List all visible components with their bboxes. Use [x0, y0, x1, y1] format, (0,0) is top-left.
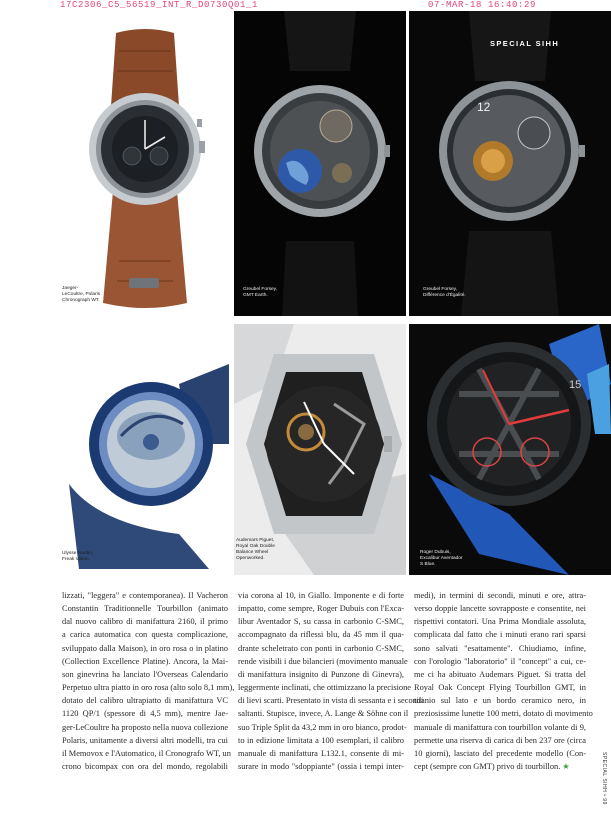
print-slug: [0, 0, 611, 11]
text-line: permette una riserva di carica di ben 237 ore (circa: [414, 735, 586, 745]
caption-photo-1: Jaeger- LeCoultre, Polaris Chronograph WT.: [62, 286, 101, 303]
text-line: sviluppato dalla Maison), in oro rosa o in platino: [62, 643, 228, 653]
text-line: impatto, come sempre, Roger Dubuis con l'Exca-: [238, 604, 404, 614]
caption-photo-4: Ulysse Nardin, Freak Vision.: [62, 551, 94, 562]
text-line: (Collection Excellence Platine). Ancora, la Mai-: [62, 656, 228, 666]
text-line: rende visibili i due bilancieri (movimento manuale: [238, 656, 408, 666]
end-mark-star-icon: ★: [562, 762, 570, 772]
text-line: saltanti. Stupisce, invece, A. Lange & Söhne con il: [238, 709, 409, 719]
text-line: Polaris, unitamente a diversi altri modelli, tra cui: [62, 735, 228, 745]
text-line: dotato del calibro ultrapiatto di manifattura VC: [62, 696, 228, 706]
text-line: di lievi scarti. Presentato in vista di sessanta e i secondi: [238, 696, 424, 706]
text-line: titanio sul lato e un bordo ceramico nero, in: [414, 696, 586, 706]
slug-timestamp: 07-MAR-18 16:40:29: [428, 0, 537, 10]
text-line: son ginevrina ha lanciato l'Overseas Calendario: [62, 669, 228, 679]
text-line: manuale di manifattura con tourbillon volante di 9,: [414, 722, 586, 732]
svg-text:15: 15: [569, 379, 582, 391]
side-folio-label: SPECIAL SIHH • 99: [601, 752, 607, 805]
text-line: di manifattura insignito di Punzone di Ginevra),: [238, 669, 404, 679]
special-sihh-badge: SPECIAL SIHH: [490, 39, 560, 48]
text-line: 10 giorni), lasciato del precedente modello (Con-: [414, 748, 586, 758]
article-column-1: [62, 589, 235, 773]
text-line: Perpetuo ultra piatto in oro rosa (alto solo 8,1 mm),: [62, 683, 235, 693]
text-line: medi), in termini di secondi, minuti e ore, attra-: [414, 591, 586, 600]
caption-photo-2: Greubel Forsey, GMT Earth.: [243, 287, 278, 298]
photo-greubel-forsey-gmt-earth: [234, 11, 406, 316]
text-line: il Memovox e l'Automatico, il Cronografo WT, un: [62, 748, 231, 758]
text-line: Royal Oak Concept Flying Tourbillon GMT, in: [414, 683, 586, 693]
watch-illustration: [409, 324, 611, 575]
text-line: con l'orologio "laboratorio" il "concept" a cui, ce-: [414, 656, 586, 666]
photo-ulysse-nardin-freak-vision: [59, 324, 231, 575]
caption-photo-5: Audemars Piguet, Royal Oak Double Balance Wheel Openworked.: [236, 538, 275, 561]
text-line: crono bicompax con ora del mondo, regolabili: [62, 762, 228, 772]
slug-file-id: 17C2306_C5_56519_INT_R_D0730Q01_1: [60, 0, 259, 10]
text-line: manuale di manifattura L132.1, consente di mi-: [238, 748, 404, 758]
text-line: suo Triple Split da 43,2 mm in oro bianco, prodot-: [238, 722, 407, 732]
text-line: me ci ha abituato Audemars Piguet. Si tratta del: [414, 669, 586, 679]
photo-greubel-forsey-difference-egalite: [409, 11, 611, 316]
text-line: 1120 QP/1 (spessore di 4,5 mm), mentre Jae-: [62, 709, 228, 719]
side-folio: [598, 752, 608, 807]
watch-illustration: [234, 11, 406, 316]
text-line: accompagnato da riflessi blu, da 45 mm il qua-: [238, 630, 404, 640]
text-line: to in edizione limitata a 100 esemplari, il calibro: [238, 735, 404, 745]
article-column-2: [238, 589, 424, 773]
watch-illustration: [59, 324, 231, 575]
text-line: ger-LeCoultre ha proposto nella nuova collezione: [62, 722, 229, 732]
text-line: libur Aventador S, su cassa in carbonio C-SMC,: [238, 617, 404, 627]
text-line: drante scheletrato con ponti in carbonio C-SMC,: [238, 643, 404, 653]
photo-jaeger-lecoultre-polaris: [59, 11, 231, 316]
text-line: verso doppie lancette sovrapposte e consentite, nei: [414, 604, 586, 614]
watch-illustration: [59, 11, 231, 316]
text-line: rispettivi contatori. Una Prima Mondiale assoluta,: [414, 617, 586, 627]
text-line: leggermente inclinati, che ottimizzano la precisione: [238, 683, 412, 693]
text-line: surare in modo "sdoppiante" (ossia i tempi inter-: [238, 762, 404, 772]
text-line: Constantin Traditionnelle Tourbillon (animato: [62, 604, 228, 614]
text-line: sono salvati "esattamente". Chiudiamo, infine,: [414, 643, 586, 653]
svg-text:12: 12: [477, 100, 491, 114]
photo-roger-dubuis-excalibur: [409, 324, 611, 575]
text-line: preziosissime lunette 100 metri, dotato di movimento: [414, 709, 593, 719]
text-line: a carica automatica con questa complicazione,: [62, 630, 228, 640]
text-line: via corona al 10, in Giallo. Imponente e di forte: [238, 591, 404, 600]
article-column-3: [414, 589, 593, 773]
text-line: lizzati, "leggera" e contemporanea). Il Vacheron: [62, 591, 228, 600]
text-line: complicata dal fatto che i minuti erano rari sparsi: [414, 630, 586, 640]
text-line: dal nuovo calibro di manifattura 2160, il primo: [62, 617, 228, 627]
text-line-last: cept (sempre con GMT) privo di tourbillon. ★: [414, 762, 570, 772]
caption-photo-6: Roger Dubuis, Excalibur Aventador S Blue.: [420, 550, 463, 567]
watch-illustration: [409, 11, 611, 316]
caption-photo-3: Greubel Forsey, Différence d'Égalité.: [423, 287, 466, 298]
